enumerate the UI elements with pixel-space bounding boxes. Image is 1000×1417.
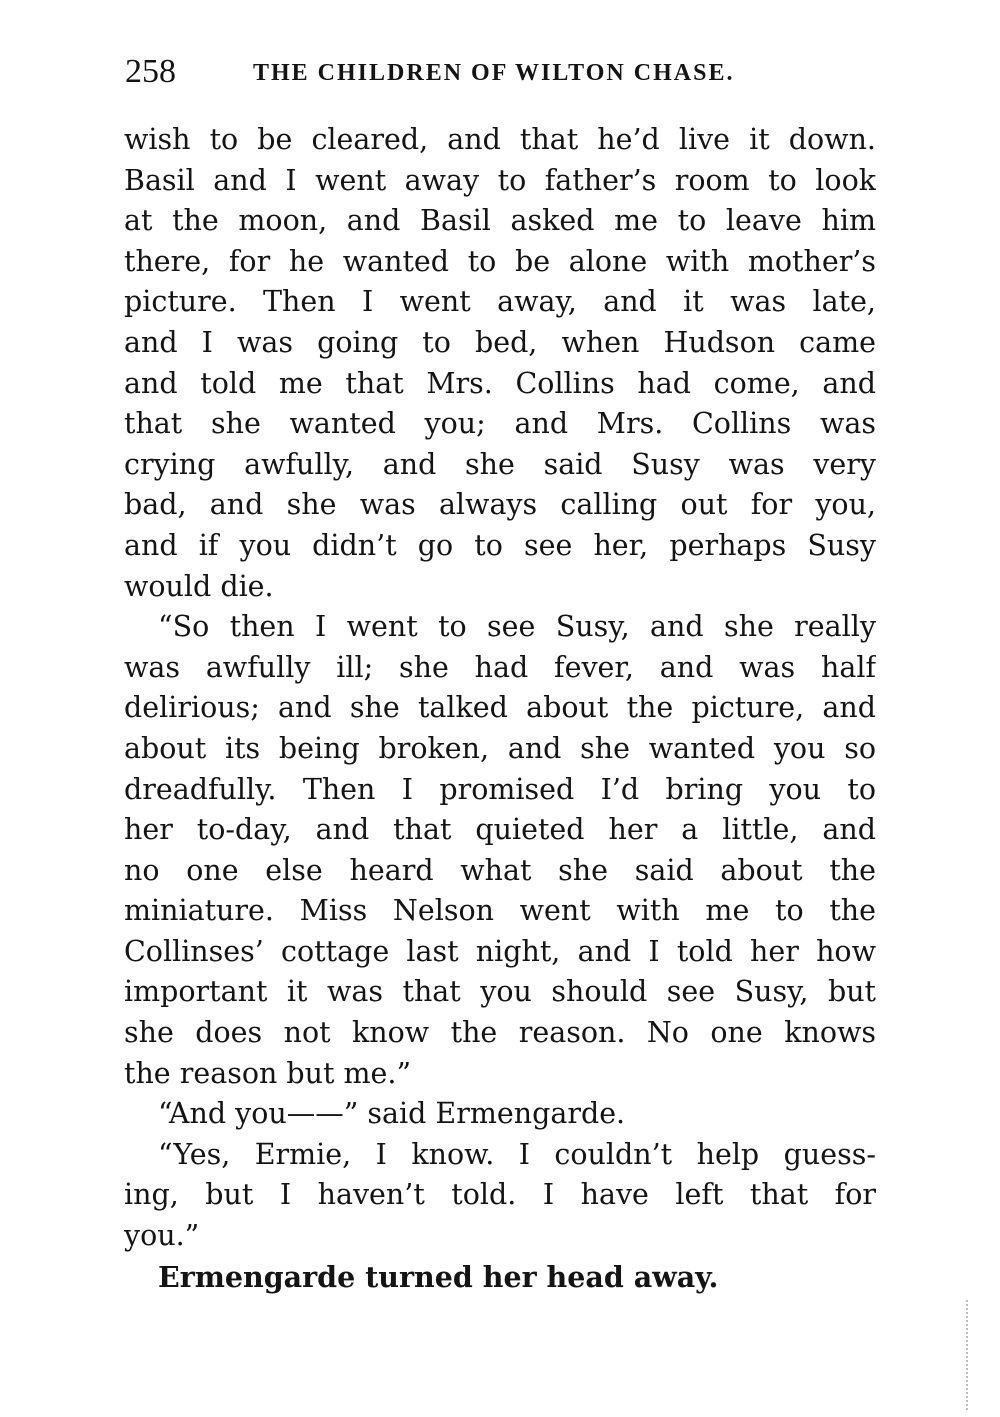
text-line: and I was going to bed, when Hudson came xyxy=(124,325,876,359)
text-line: about its being broken, and she wanted you so xyxy=(124,731,876,765)
paragraph-start-line: “Yes, Ermie, I know. I couldn’t help guess- xyxy=(158,1137,876,1171)
text-line: her to-day, and that quieted her a little, and xyxy=(124,813,876,847)
text-line: miniature. Miss Nelson went with me to the xyxy=(124,894,876,928)
dialogue-line: “And you——” said Ermengarde. xyxy=(158,1097,626,1131)
paragraph-end-line: the reason but me.” xyxy=(124,1056,412,1090)
text-line: delirious; and she talked about the picture, and xyxy=(124,691,876,725)
text-line: no one else heard what she said about the xyxy=(124,853,876,887)
text-line: Collinses’ cottage last night, and I told her how xyxy=(124,934,876,968)
text-line: ing, but I haven’t told. I have left that for xyxy=(124,1178,876,1212)
text-line: picture. Then I went away, and it was late, xyxy=(124,285,876,319)
text-line: and if you didn’t go to see her, perhaps Susy xyxy=(124,528,876,562)
running-title: THE CHILDREN OF WILTON CHASE. xyxy=(253,60,735,86)
body-text xyxy=(124,120,876,1297)
text-line: she does not know the reason. No one knows xyxy=(124,1016,876,1050)
text-line: bad, and she was always calling out for you, xyxy=(124,488,876,522)
paragraph-end-line: would die. xyxy=(124,569,274,603)
text-line: dreadfully. Then I promised I’d bring you to xyxy=(124,772,876,806)
text-line: there, for he wanted to be alone with mother’s xyxy=(124,244,876,278)
page-number: 258 xyxy=(125,53,176,90)
text-line: Basil and I went away to father’s room to look xyxy=(124,163,876,197)
text-line: that she wanted you; and Mrs. Collins was xyxy=(124,407,876,441)
paragraph-start-line: “So then I went to see Susy, and she really xyxy=(158,610,876,644)
text-line: was awfully ill; she had fever, and was half xyxy=(124,650,876,684)
text-line: at the moon, and Basil asked me to leave him xyxy=(124,204,876,238)
final-line: Ermengarde turned her head away. xyxy=(158,1259,719,1294)
text-line: important it was that you should see Susy, but xyxy=(124,975,876,1009)
text-line: crying awfully, and she said Susy was very xyxy=(124,447,876,481)
paragraph-end-line: you.” xyxy=(124,1219,200,1253)
text-line: wish to be cleared, and that he’d live it down. xyxy=(124,123,876,156)
text-line: and told me that Mrs. Collins had come, and xyxy=(124,366,876,400)
page-header xyxy=(125,52,785,92)
margin-scan-artifact xyxy=(966,1300,972,1410)
